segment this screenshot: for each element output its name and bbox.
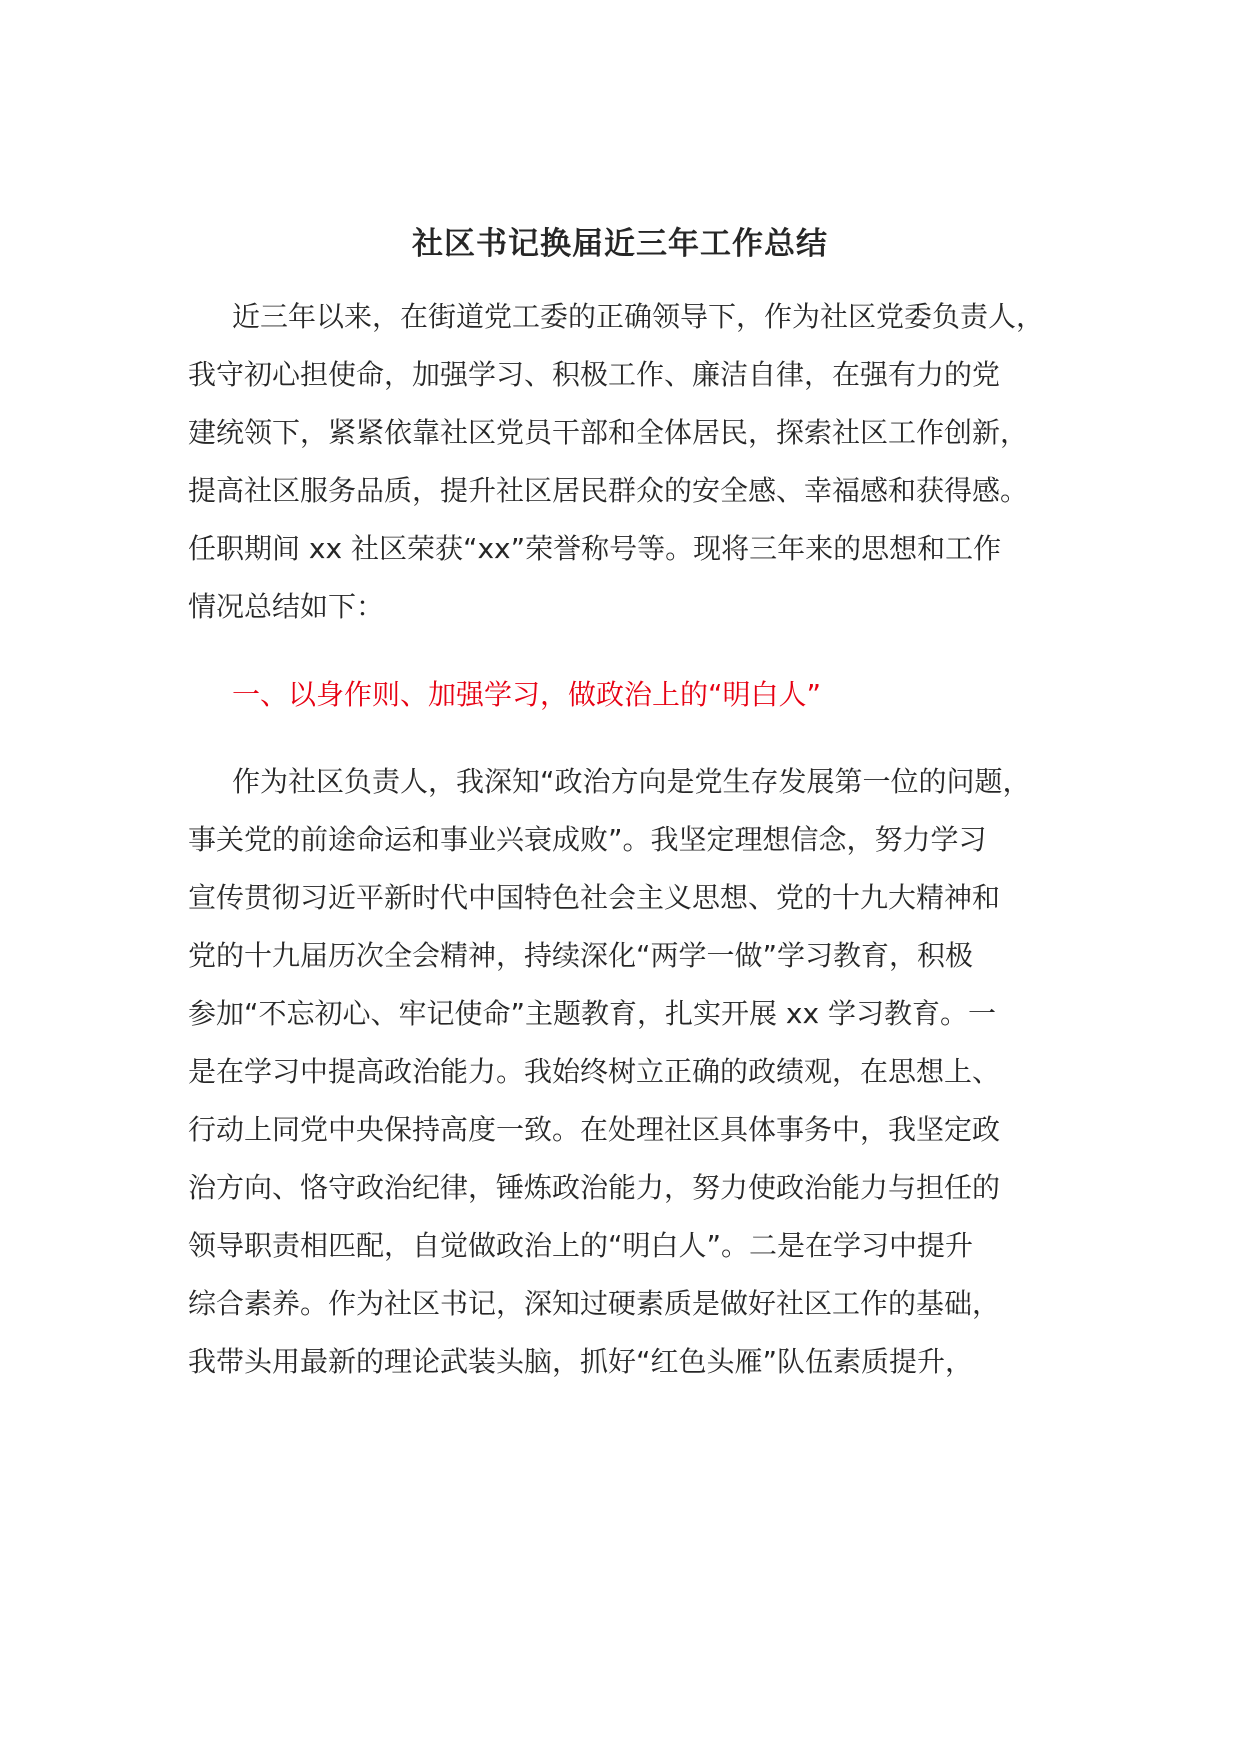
paragraph-line: 党的十九届历次全会精神，持续深化“两学一做”学习教育，积极 [188,939,974,972]
paragraph-line: 是在学习中提高政治能力。我始终树立正确的政绩观，在思想上、 [188,1055,1001,1088]
paragraph-line: 建统领下，紧紧依靠社区党员干部和全体居民，探索社区工作创新， [188,416,1029,449]
paragraph-line: 我带头用最新的理论武装头脑，抓好“红色头雁”队伍素质提升， [188,1345,974,1378]
paragraph-line: 参加“不忘初心、牢记使命”主题教育，扎实开展 xx 学习教育。一 [188,997,996,1030]
paragraph-line: 近三年以来，在街道党工委的正确领导下，作为社区党委负责人， [232,300,1045,333]
paragraph-line: 事关党的前途命运和事业兴衰成败”。我坚定理想信念，努力学习 [188,823,987,856]
paragraph-line: 任职期间 xx 社区荣获“xx”荣誉称号等。现将三年来的思想和工作 [188,532,1002,565]
document-title: 社区书记换届近三年工作总结 [412,226,828,262]
paragraph-line: 我守初心担使命，加强学习、积极工作、廉洁自律，在强有力的党 [188,358,1001,391]
paragraph-line: 提高社区服务品质，提升社区居民群众的安全感、幸福感和获得感。 [188,474,1029,507]
paragraph-line: 宣传贯彻习近平新时代中国特色社会主义思想、党的十九大精神和 [188,881,1001,914]
paragraph-line: 作为社区负责人，我深知“政治方向是党生存发展第一位的问题， [232,765,1031,798]
paragraph-line: 治方向、恪守政治纪律，锤炼政治能力，努力使政治能力与担任的 [188,1171,1001,1204]
paragraph-line: 综合素养。作为社区书记，深知过硬素质是做好社区工作的基础， [188,1287,1001,1320]
paragraph-line: 行动上同党中央保持高度一致。在处理社区具体事务中，我坚定政 [188,1113,1001,1146]
paragraph-line: 情况总结如下： [188,590,385,623]
section-heading: 一、以身作则、加强学习，做政治上的“明白人” [232,678,822,711]
paragraph-line: 领导职责相匹配，自觉做政治上的“明白人”。二是在学习中提升 [188,1229,974,1262]
